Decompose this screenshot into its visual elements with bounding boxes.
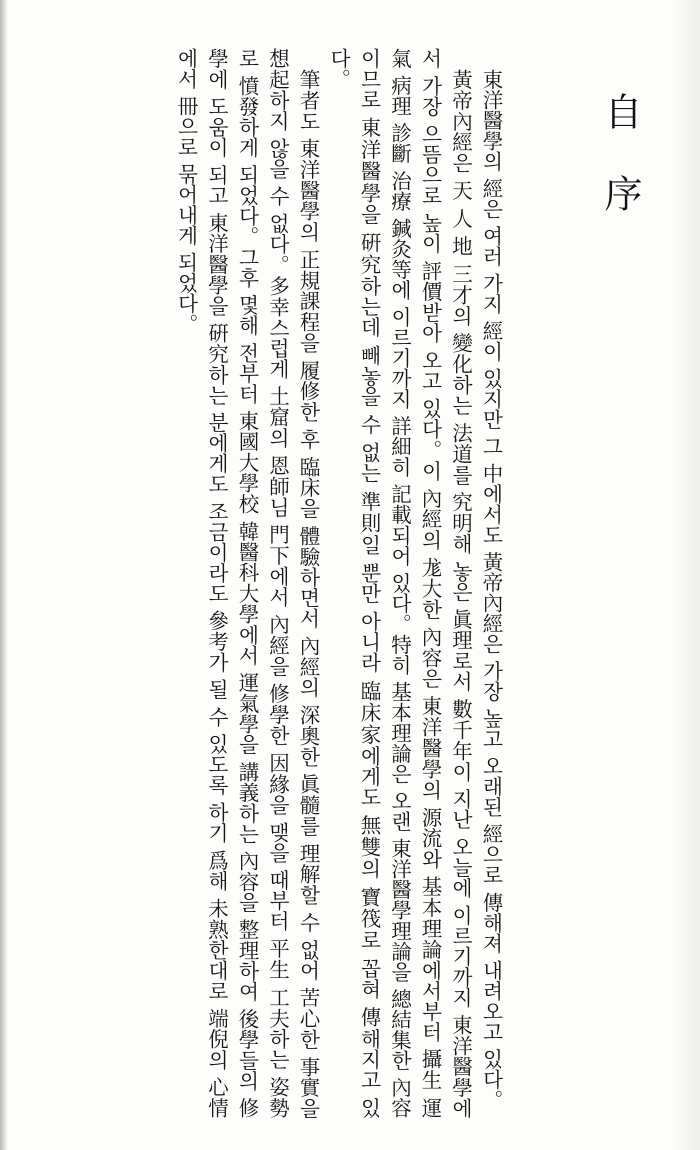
page-edge-shadow	[0, 0, 8, 1150]
preface-body	[18, 48, 506, 1118]
paragraph-3: 筆者도 東洋醫學의 正規課程을 履修한 후 臨床을 體驗하면서 內經의 深奧한 眞髓를 理解할 수 없어 苦心한 事實을 想起하지 않을 수 없다。多幸스럽게 土窟의 恩師님 門下에서 內經을 修學한 因緣을 맺을 때부터 平生 工夫하는 姿勢로 憤發하게 되었다。그후 몇해 전부터 東國大學校 韓醫科大學에서 運氣學을 講義하는 內容을 整理하여 後學들의 修學에 도움이 되고 東洋醫學을 硏究하는 분에게도 조금이라도 參考가 될 수 있도록 하기 爲해 未熟한대로 端倪의 心情에서 冊으로 묶어내게 되었다。	[174, 48, 320, 1118]
paragraph-1: 東洋醫學의 經은 여러 가지 經이 있지만 그 中에서도 黃帝內經은 가장 높고 오래된 經으로 傳해져 내려오고 있다。	[479, 68, 503, 1110]
paragraph-2: 黃帝內經은 天 人 地 三才의 變化하는 法道를 究明해 놓은 眞理로서 數千年이 지난 오늘에 이르기까지 東洋醫學에서 가장 으뜸으로 높이 評價받아 오고 있다。이 內經의 尨大한 內容은 東洋醫學의 源流와 基本理論에서부터 攝生 運氣 病理 診斷 治療 鍼灸等에 이르기까지 詳細히 記載되어 있다。特히 基本理論은 오랜 東洋醫學理論을 總結集한 內容이므로 東洋醫學을 硏究하는데 빼놓을 수 없는 準則일 뿐만 아니라 臨床家에게도 無雙의 寶筏로 꼽혀 傳해지고 있다。	[326, 48, 473, 1118]
page-gutter-shade	[670, 0, 700, 1150]
page-title: 自序	[598, 92, 642, 256]
